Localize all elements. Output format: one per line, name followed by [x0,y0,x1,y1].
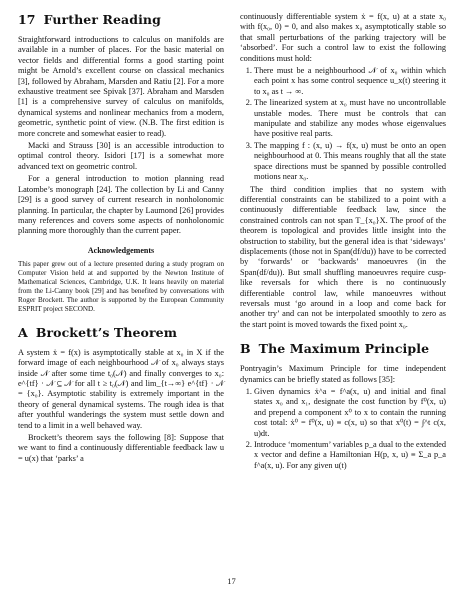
brockett-conditions-list [240,66,446,182]
section-17-heading [18,12,224,28]
section-17-title: Further Reading [43,12,161,27]
third-condition-paragraph: The third condition implies that no system with differential constraints can be stabilized to a point with a continuously differentiable feedback law, since the constrained controls can not span T_{x₀}X. The proof of the theorem is topological and provides little insight into the obstruction to stability, but the general idea is that ‘sideways’ displacements (those not in Span(df/du)) have to be corrected by ‘forwards’ or ‘backwards’ manoeuvres (in the Span(df/du)). But small shuffling manoeuvres require cusp-like reversals for which there is no continuously differentiable control law, while manoeuvres without reversals must ‘go around in a loop and come back for another try’ and can not be interpolated smoothly to zero as the start point is moved towards the fixed point x₀. [240,184,446,329]
section-b-heading [240,341,446,357]
section-a-heading [18,325,224,341]
section-17-number: 17 [18,12,36,27]
acknowledgements-text: This paper grew out of a lecture presented during a study program on Computer Vision held at and supported by the Newton Institute of Mathematical Sciences, Cambridge, U.K. It leans heavily on material from the Li-Canny book [29] and has benefited by conversations with Roger Brockett. The author is supported by the European Community ESPRIT project SECOND. [18,259,224,313]
brockett-continued-paragraph: continuously differentiable system ẋ = f(x, u) at a state x₀ with f(x₀, 0) = 0, and also makes x₀ asymptotically stable so that small perturbations of the parking trajectory will be ‘absorbed’. For such a control law to exist the following conditions must hold: [240,12,446,63]
further-reading-paragraph-2: Macki and Strauss [30] is an accessible introduction to optimal control theory. Isidori [17] is a somewhat more advanced text on geometric control. [18,141,224,171]
maximum-principle-list [240,387,446,471]
condition-item-3: 3. The mapping f : (x, u) → f(x, u) must be onto an open neighbourhood at 0. This means roughly that all the state space directions must be spanned by possible controlled motions near x₀. [254,141,446,183]
further-reading-paragraph-1: Straightforward introductions to calculus on manifolds are available in a number of places. For the basic material on vector fields and differential forms a good starting point might be Arnold’s excellent course on classical mechanics [3], followed by Abraham, Marsden and Ratiu [2]. For a more exhaustive treatment see Spivak [37]. Abraham and Marsden [1] is a comprehensive survey of calculus on manifolds, dynamical systems and nonlinear mechanics from a modern, geometric, synthetic point of view. (N.B. The first edition is more concrete and somewhat easier to read). [18,35,224,138]
page-number: 17 [227,576,236,586]
condition-item-2: 2. The linearized system at x₀ must have no uncontrollable unstable modes. There must be controls that can manipulate and stabilize any modes whose eigenvalues have positive real parts. [254,98,446,140]
further-reading-paragraph-3: For a general introduction to motion planning read Latombe’s monograph [24]. The collection by Li and Canny [29] is a good survey of current research in nonholonomic planning. In particular, the chapter by Laumond [26] provides many references and covers some aspects of nonholonomic planning more thoroughly than the current paper. [18,174,224,236]
section-a-title: Brockett’s Theorem [35,324,178,340]
brockett-paragraph-1: A system ẋ = f(x) is asymptotically stable at x₀ in X if the forward image of each neighbourhood 𝒩 of x₀ always stays inside 𝒩 after some time t₀(𝒩) and finally converges to x₀: e^{tf} · 𝒩 ⊆ 𝒩 for all t ≥ t₀(𝒩) and lim_{t→∞} e^{tf} · 𝒩 = {x₀}. Asymptotic stability is extremely important in the theory of general dynamical systems. The rough idea is that after youthful wanderings the system must settle down and tend to a limit in a well behaved way. [18,347,224,430]
condition-item-1: 1. There must be a neighbourhood 𝒩 of x₀ within which each point x has some control sequence u_x(t) steering it to x₀ as t → ∞. [254,66,446,97]
brockett-paragraph-2: Brockett’s theorem says the following [8]: Suppose that we want to find a continuously differentiable feedback law u = u(x) that ‘parks’ a [18,432,224,463]
right-column [240,12,446,473]
section-a-number: A [18,324,28,340]
maximum-principle-item-2: 2. Introduce ‘momentum’ variables p_a dual to the extended x vector and define a Hamiltonian H(p, x, u) ≡ Σ_a p_a f^a(x, u). For any given u(t) [254,440,446,471]
acknowledgements-heading: Acknowledgements [87,245,155,255]
section-b-number: B [240,341,251,357]
maximum-principle-intro: Pontryagin’s Maximum Principle for time independent dynamics can be briefly stated as follows [35]: [240,364,446,384]
section-b-title: The Maximum Principle [258,341,430,357]
maximum-principle-item-1: 1. Given dynamics ẋ^a = f^a(x, u) and initial and final states x₀ and x₁, designate the cost function by f⁰(x, u) and prepend a component x⁰ to x to contain the running cost total: ẋ⁰ = f⁰(x, u) ≡ c(x, u) so that x⁰(t) = ∫^t c(x, u)dt. [254,387,446,439]
left-column [18,12,224,466]
